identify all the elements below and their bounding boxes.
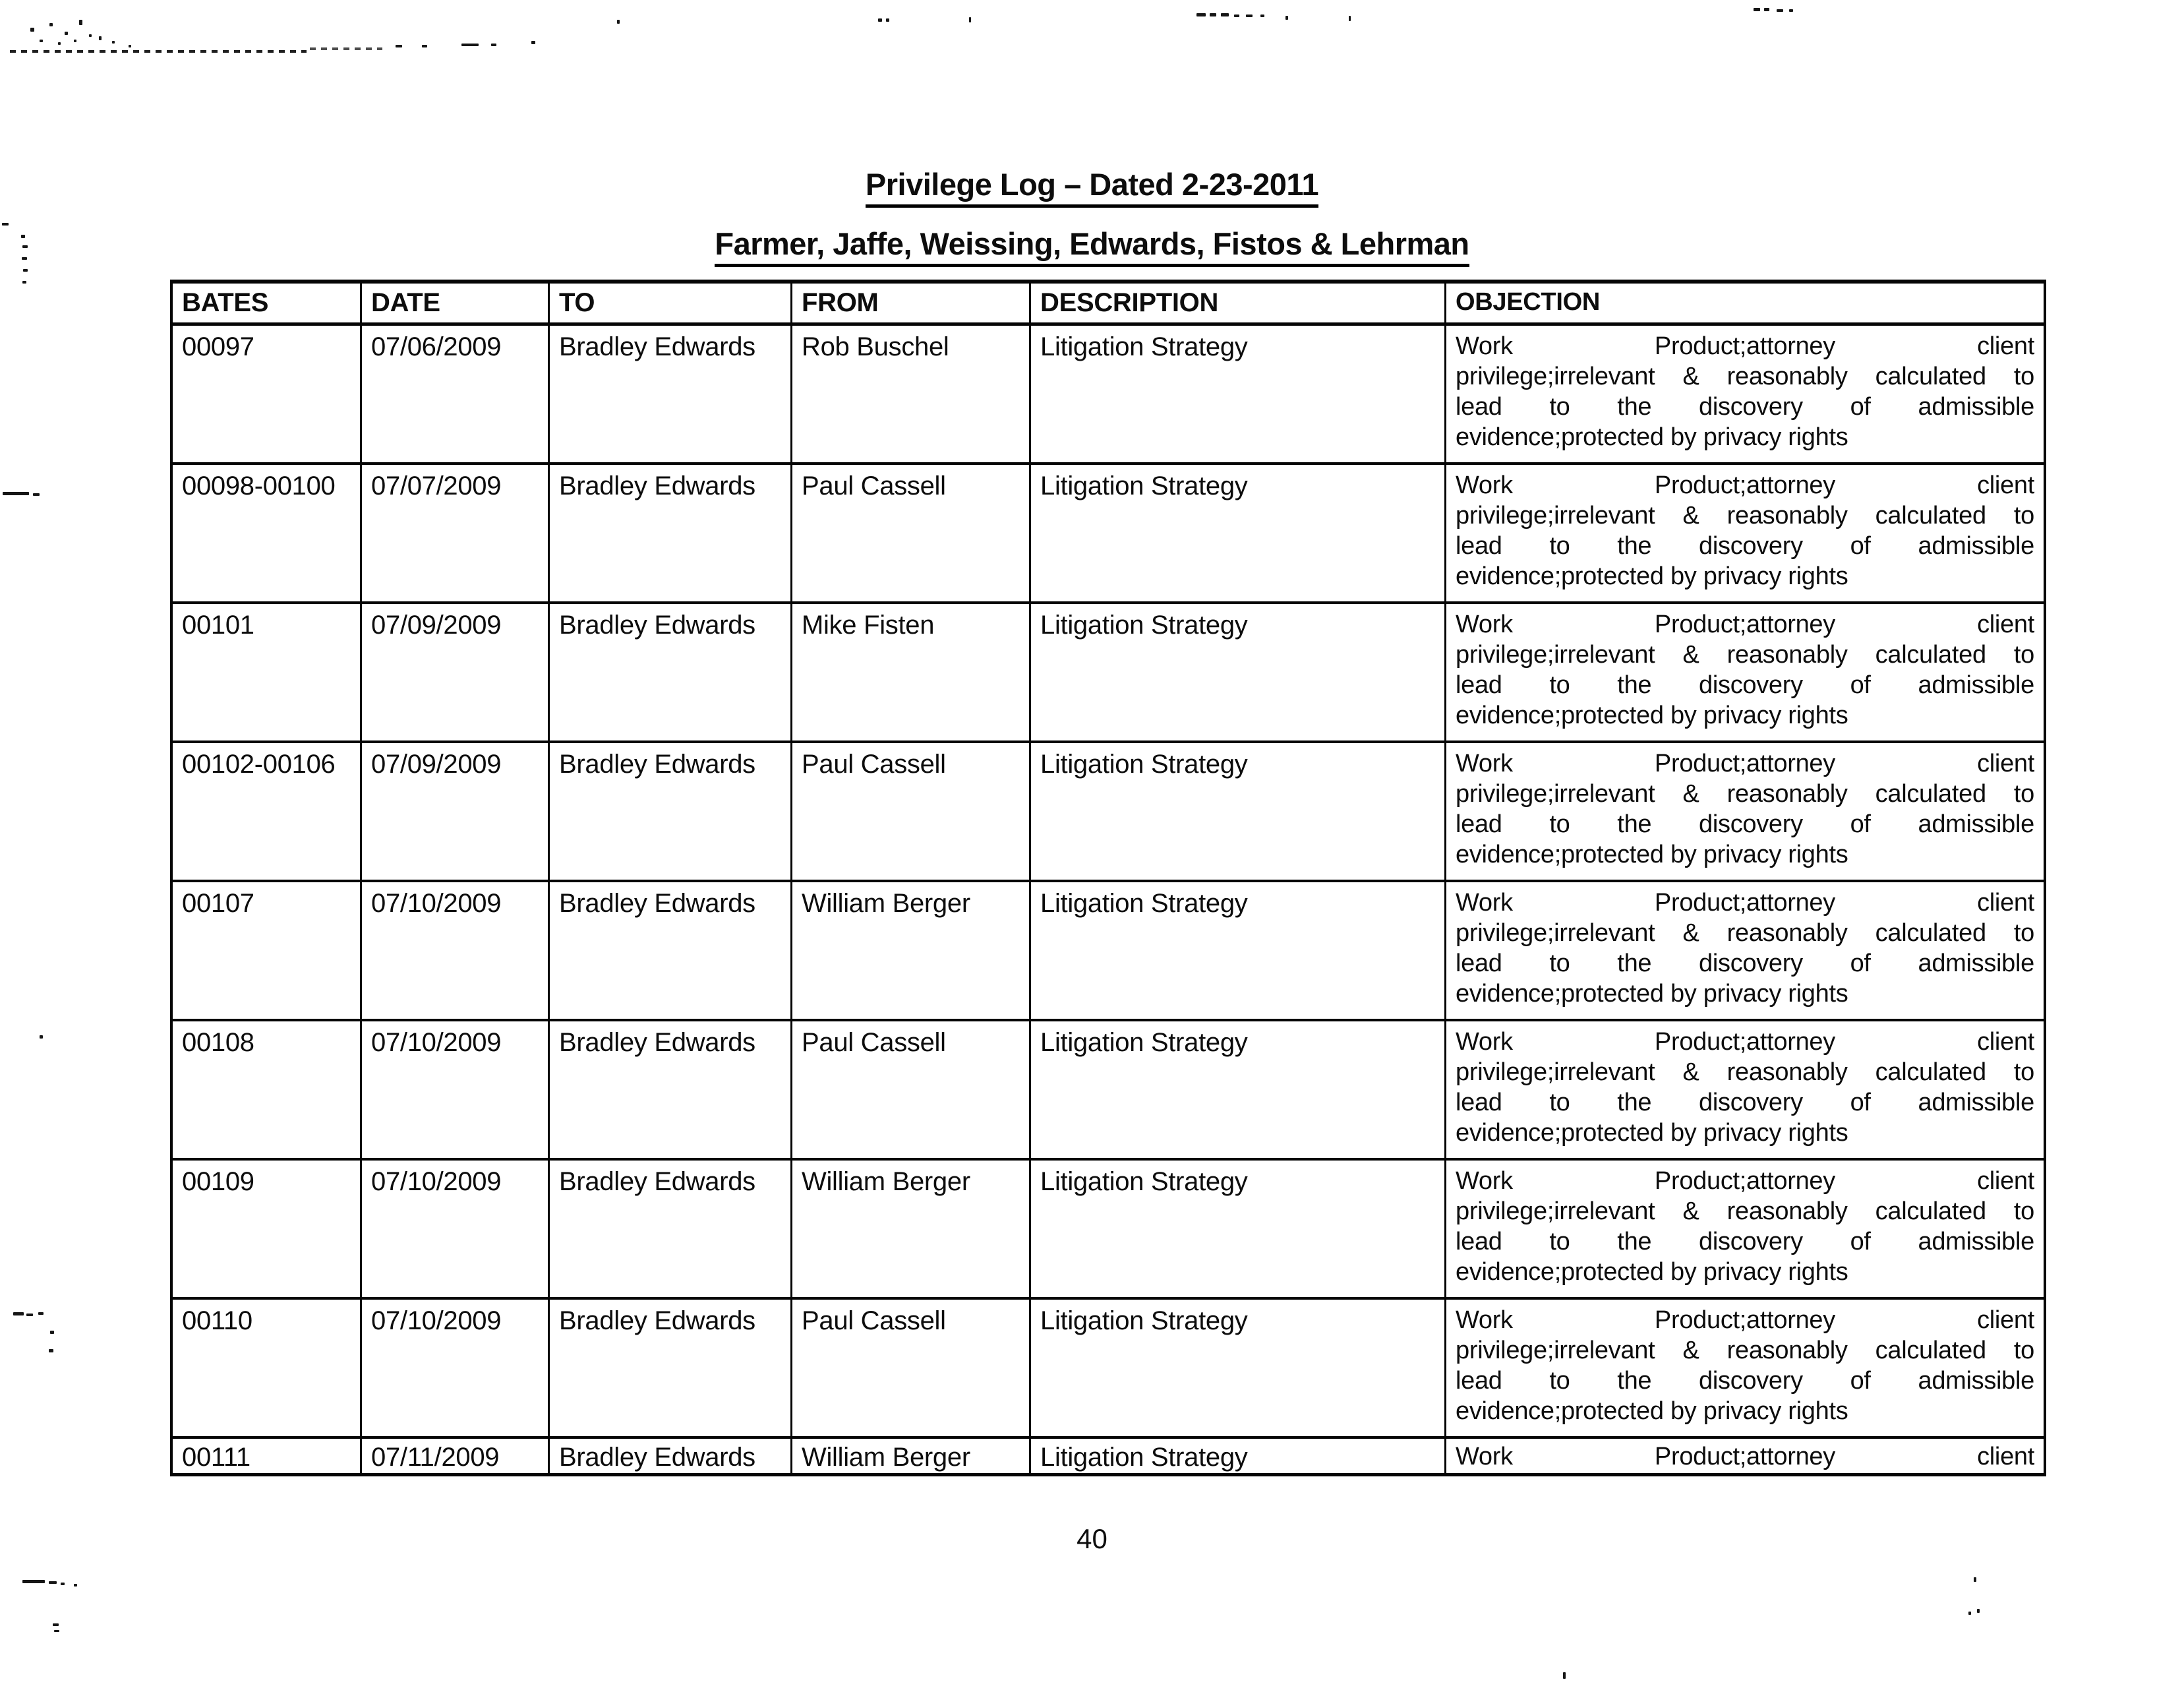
to-cell: Bradley Edwards <box>550 1300 792 1436</box>
bates-cell: 00101 <box>173 604 362 740</box>
to-cell: Bradley Edwards <box>550 326 792 462</box>
column-header-from: FROM <box>792 284 1031 322</box>
to-cell: Bradley Edwards <box>550 604 792 740</box>
objection-text-line: privilege;irrelevant & reasonably calculated to <box>1456 1058 2034 1086</box>
objection-cell <box>1446 882 2044 1019</box>
objection-text-line: lead to the discovery of admissible <box>1456 1228 2034 1255</box>
table-row <box>173 604 2044 743</box>
description-cell: Litigation Strategy <box>1031 326 1446 462</box>
objection-text-line: Work Product;attorney client <box>1456 332 2034 360</box>
description-cell: Litigation Strategy <box>1031 604 1446 740</box>
table-row <box>173 743 2044 882</box>
objection-cell <box>1446 465 2044 601</box>
table-header-row <box>173 284 2044 326</box>
objection-text-line: evidence;protected by privacy rights <box>1456 1397 1848 1425</box>
column-header-bates: BATES <box>173 284 362 322</box>
bates-cell: 00108 <box>173 1021 362 1158</box>
from-cell: Paul Cassell <box>792 743 1031 880</box>
objection-cell <box>1446 1161 2044 1297</box>
objection-text-line: lead to the discovery of admissible <box>1456 950 2034 977</box>
bates-cell: 00097 <box>173 326 362 462</box>
objection-text-line: lead to the discovery of admissible <box>1456 1089 2034 1116</box>
objection-text-line: evidence;protected by privacy rights <box>1456 1119 1848 1147</box>
description-cell: Litigation Strategy <box>1031 882 1446 1019</box>
description-cell: Litigation Strategy <box>1031 1161 1446 1297</box>
description-cell: Litigation Strategy <box>1031 743 1446 880</box>
objection-text-line: privilege;irrelevant & reasonably calculated to <box>1456 780 2034 808</box>
objection-text-line: Work Product;attorney client <box>1456 750 2034 777</box>
objection-text-line: evidence;protected by privacy rights <box>1456 702 1848 729</box>
to-cell: Bradley Edwards <box>550 1439 792 1473</box>
objection-text-line: privilege;irrelevant & reasonably calculated to <box>1456 641 2034 669</box>
objection-text-line: evidence;protected by privacy rights <box>1456 1258 1848 1286</box>
objection-cell <box>1446 1439 2044 1473</box>
objection-text-line: lead to the discovery of admissible <box>1456 532 2034 560</box>
from-cell: Paul Cassell <box>792 1021 1031 1158</box>
from-cell: Rob Buschel <box>792 326 1031 462</box>
objection-text-line: privilege;irrelevant & reasonably calculated to <box>1456 919 2034 947</box>
date-cell: 07/11/2009 <box>362 1439 550 1473</box>
date-cell: 07/10/2009 <box>362 1021 550 1158</box>
table-row <box>173 882 2044 1021</box>
objection-text-line: lead to the discovery of admissible <box>1456 671 2034 699</box>
bates-cell: 00102-00106 <box>173 743 362 880</box>
to-cell: Bradley Edwards <box>550 1161 792 1297</box>
objection-text-line: evidence;protected by privacy rights <box>1456 562 1848 590</box>
bates-cell: 00109 <box>173 1161 362 1297</box>
column-header-date: DATE <box>362 284 550 322</box>
objection-text-line: Work Product;attorney client <box>1456 1443 2034 1470</box>
objection-text-line: evidence;protected by privacy rights <box>1456 980 1848 1008</box>
date-cell: 07/09/2009 <box>362 604 550 740</box>
objection-text-line: privilege;irrelevant & reasonably calculated to <box>1456 1197 2034 1225</box>
date-cell: 07/10/2009 <box>362 882 550 1019</box>
objection-text-line: Work Product;attorney client <box>1456 1167 2034 1195</box>
bates-cell: 00098-00100 <box>173 465 362 601</box>
description-cell: Litigation Strategy <box>1031 1439 1446 1473</box>
objection-text-line: lead to the discovery of admissible <box>1456 393 2034 421</box>
date-cell: 07/10/2009 <box>362 1300 550 1436</box>
objection-text-line: Work Product;attorney client <box>1456 1028 2034 1056</box>
column-header-to: TO <box>550 284 792 322</box>
objection-text-line: privilege;irrelevant & reasonably calculated to <box>1456 363 2034 390</box>
date-cell: 07/10/2009 <box>362 1161 550 1297</box>
from-cell: Paul Cassell <box>792 465 1031 601</box>
description-cell: Litigation Strategy <box>1031 1300 1446 1436</box>
objection-cell <box>1446 604 2044 740</box>
page-subtitle: Farmer, Jaffe, Weissing, Edwards, Fistos & Lehrman <box>715 226 1469 267</box>
from-cell: William Berger <box>792 1161 1031 1297</box>
from-cell: William Berger <box>792 1439 1031 1473</box>
from-cell: William Berger <box>792 882 1031 1019</box>
objection-cell <box>1446 743 2044 880</box>
column-header-objection: OBJECTION <box>1456 288 1600 316</box>
bates-cell: 00111 <box>173 1439 362 1473</box>
bates-cell: 00110 <box>173 1300 362 1436</box>
table-row-truncated <box>173 1439 2044 1473</box>
table-row <box>173 465 2044 604</box>
table-row <box>173 1021 2044 1161</box>
bates-cell: 00107 <box>173 882 362 1019</box>
objection-text-line: evidence;protected by privacy rights <box>1456 841 1848 868</box>
objection-text-line: lead to the discovery of admissible <box>1456 1367 2034 1395</box>
date-cell: 07/09/2009 <box>362 743 550 880</box>
objection-text-line: Work Product;attorney client <box>1456 1306 2034 1334</box>
from-cell: Mike Fisten <box>792 604 1031 740</box>
table-row <box>173 326 2044 465</box>
column-header-description: DESCRIPTION <box>1031 284 1446 322</box>
table-row <box>173 1300 2044 1439</box>
objection-cell <box>1446 1021 2044 1158</box>
objection-text-line: Work Product;attorney client <box>1456 889 2034 917</box>
table-row <box>173 1161 2044 1300</box>
objection-cell <box>1446 326 2044 462</box>
date-cell: 07/06/2009 <box>362 326 550 462</box>
objection-text-line: privilege;irrelevant & reasonably calculated to <box>1456 502 2034 529</box>
to-cell: Bradley Edwards <box>550 465 792 601</box>
to-cell: Bradley Edwards <box>550 1021 792 1158</box>
objection-text-line: Work Product;attorney client <box>1456 611 2034 638</box>
date-cell: 07/07/2009 <box>362 465 550 601</box>
objection-text-line: privilege;irrelevant & reasonably calculated to <box>1456 1337 2034 1364</box>
description-cell: Litigation Strategy <box>1031 465 1446 601</box>
page-title: Privilege Log – Dated 2-23-2011 <box>866 167 1318 208</box>
description-cell: Litigation Strategy <box>1031 1021 1446 1158</box>
objection-text-line: Work Product;attorney client <box>1456 471 2034 499</box>
privilege-log-table <box>170 280 2046 1476</box>
objection-text-line: lead to the discovery of admissible <box>1456 810 2034 838</box>
to-cell: Bradley Edwards <box>550 743 792 880</box>
page-number: 40 <box>1077 1523 1107 1554</box>
to-cell: Bradley Edwards <box>550 882 792 1019</box>
from-cell: Paul Cassell <box>792 1300 1031 1436</box>
objection-text-line: evidence;protected by privacy rights <box>1456 423 1848 451</box>
objection-cell <box>1446 1300 2044 1436</box>
